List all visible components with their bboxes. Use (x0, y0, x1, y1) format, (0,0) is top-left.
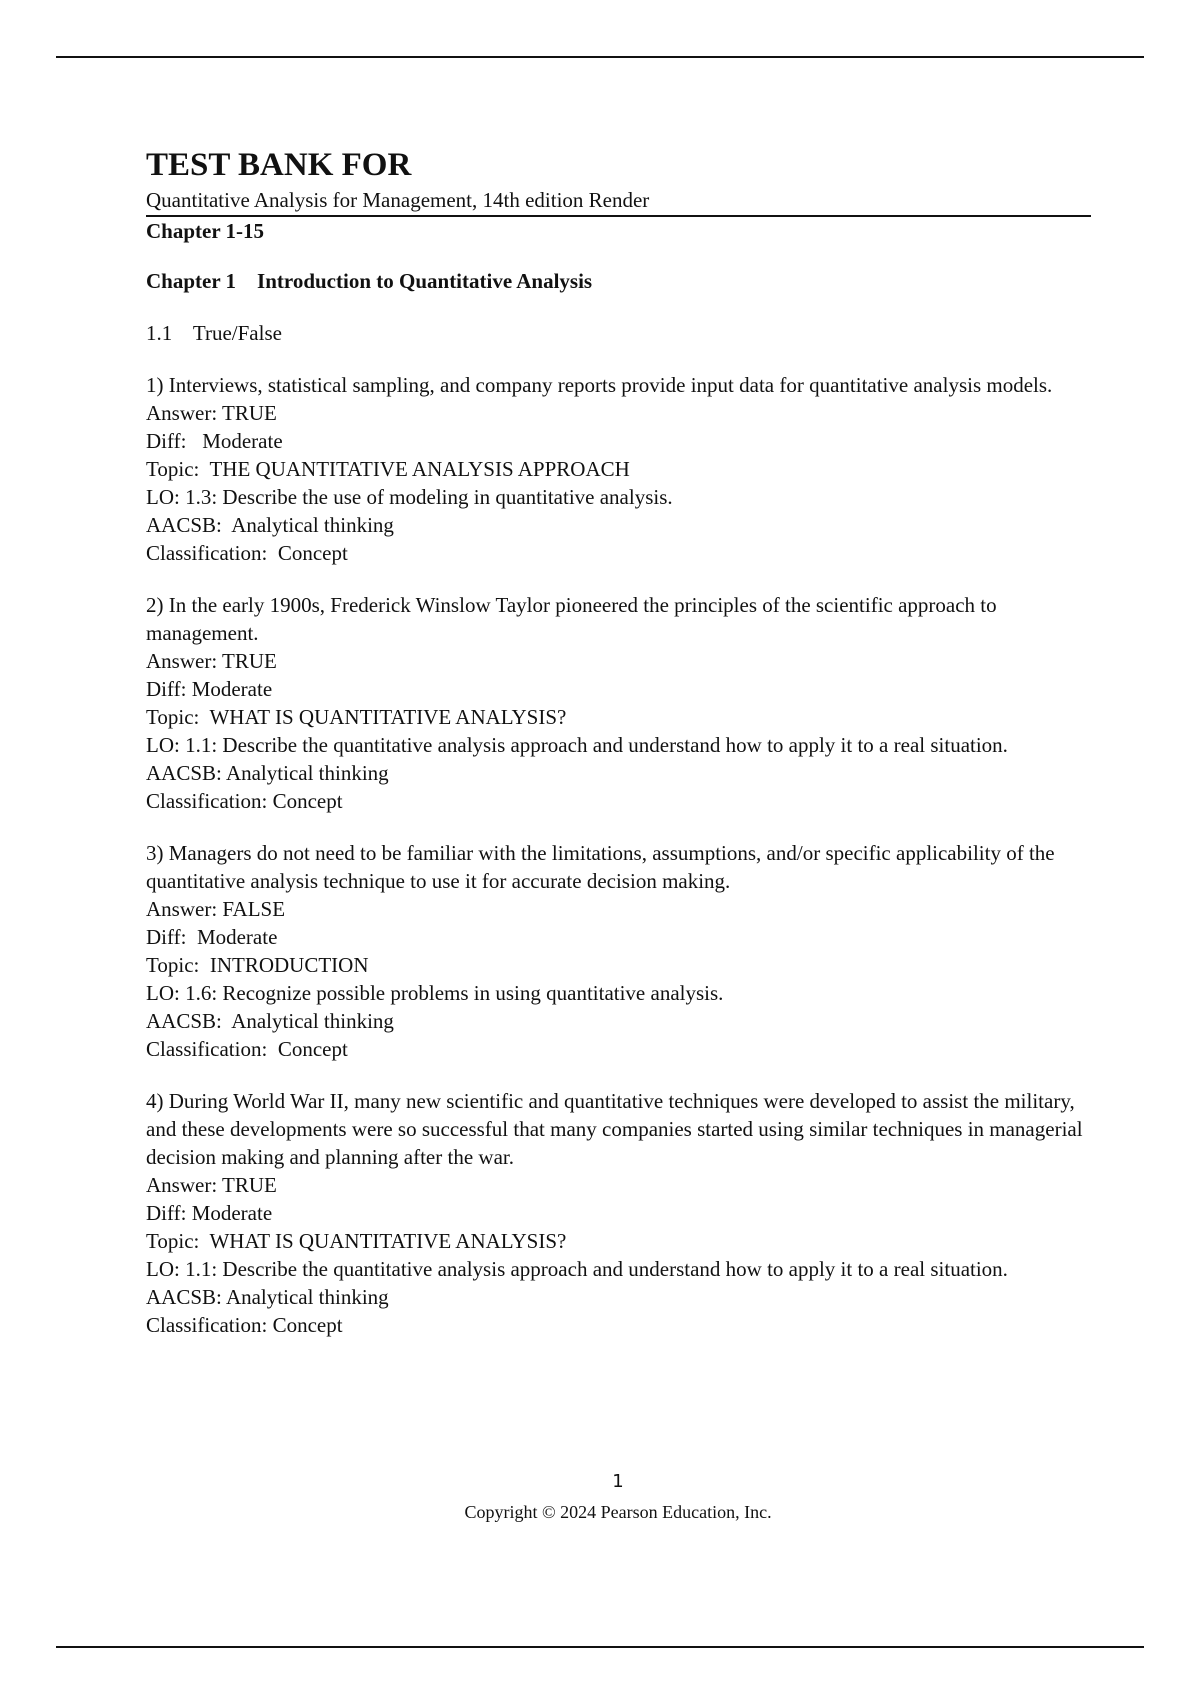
answer: Answer: TRUE (146, 401, 277, 425)
topic: Topic: WHAT IS QUANTITATIVE ANALYSIS? (146, 1229, 567, 1253)
document-title: TEST BANK FOR (146, 147, 412, 183)
difficulty: Diff: Moderate (146, 429, 283, 453)
learning-objective: LO: 1.6: Recognize possible problems in using quantitative analysis. (146, 981, 724, 1005)
learning-objective: LO: 1.1: Describe the quantitative analysis approach and understand how to apply it to a real situation. (146, 1257, 1008, 1281)
answer: Answer: FALSE (146, 897, 286, 921)
difficulty: Diff: Moderate (146, 677, 273, 701)
difficulty: Diff: Moderate (146, 925, 278, 949)
chapter-range: Chapter 1-15 (146, 219, 265, 243)
classification: Classification: Concept (146, 1037, 348, 1061)
classification: Classification: Concept (146, 1313, 343, 1337)
question-text: 1) Interviews, statistical sampling, and company reports provide input data for quantitative analysis models. (146, 373, 1053, 397)
question-3 (146, 839, 1091, 1063)
question-text: 4) During World War II, many new scientific and quantitative techniques were developed to assist the military, and these developments were so successful that many companies started using similar techniques in managerial decision making and planning after the war. (146, 1089, 1083, 1169)
chapter-heading: Chapter 1 Introduction to Quantitative Analysis (146, 269, 593, 293)
question-4 (146, 1087, 1091, 1339)
bottom-rule (56, 1646, 1144, 1648)
page-content (146, 146, 1091, 1339)
aacsb: AACSB: Analytical thinking (146, 513, 394, 537)
answer: Answer: TRUE (146, 649, 277, 673)
topic: Topic: THE QUANTITATIVE ANALYSIS APPROACH (146, 457, 630, 481)
difficulty: Diff: Moderate (146, 1201, 273, 1225)
aacsb: AACSB: Analytical thinking (146, 1009, 394, 1033)
aacsb: AACSB: Analytical thinking (146, 1285, 389, 1309)
copyright-notice: Copyright © 2024 Pearson Education, Inc. (464, 1502, 772, 1522)
section-heading: 1.1 True/False (146, 321, 282, 345)
topic: Topic: WHAT IS QUANTITATIVE ANALYSIS? (146, 705, 567, 729)
classification: Classification: Concept (146, 541, 348, 565)
learning-objective: LO: 1.1: Describe the quantitative analysis approach and understand how to apply it to a real situation. (146, 733, 1008, 757)
topic: Topic: INTRODUCTION (146, 953, 369, 977)
question-2 (146, 591, 1091, 815)
aacsb: AACSB: Analytical thinking (146, 761, 389, 785)
classification: Classification: Concept (146, 789, 343, 813)
top-rule (56, 56, 1144, 58)
document-subtitle: Quantitative Analysis for Management, 14th edition Render (146, 186, 1091, 217)
question-text: 2) In the early 1900s, Frederick Winslow Taylor pioneered the principles of the scientific approach to management. (146, 593, 997, 645)
learning-objective: LO: 1.3: Describe the use of modeling in quantitative analysis. (146, 485, 673, 509)
page-number: 1 (612, 1471, 624, 1492)
answer: Answer: TRUE (146, 1173, 277, 1197)
question-1 (146, 371, 1091, 567)
question-text: 3) Managers do not need to be familiar with the limitations, assumptions, and/or specific applicability of the quantitative analysis technique to use it for accurate decision making. (146, 841, 1055, 893)
